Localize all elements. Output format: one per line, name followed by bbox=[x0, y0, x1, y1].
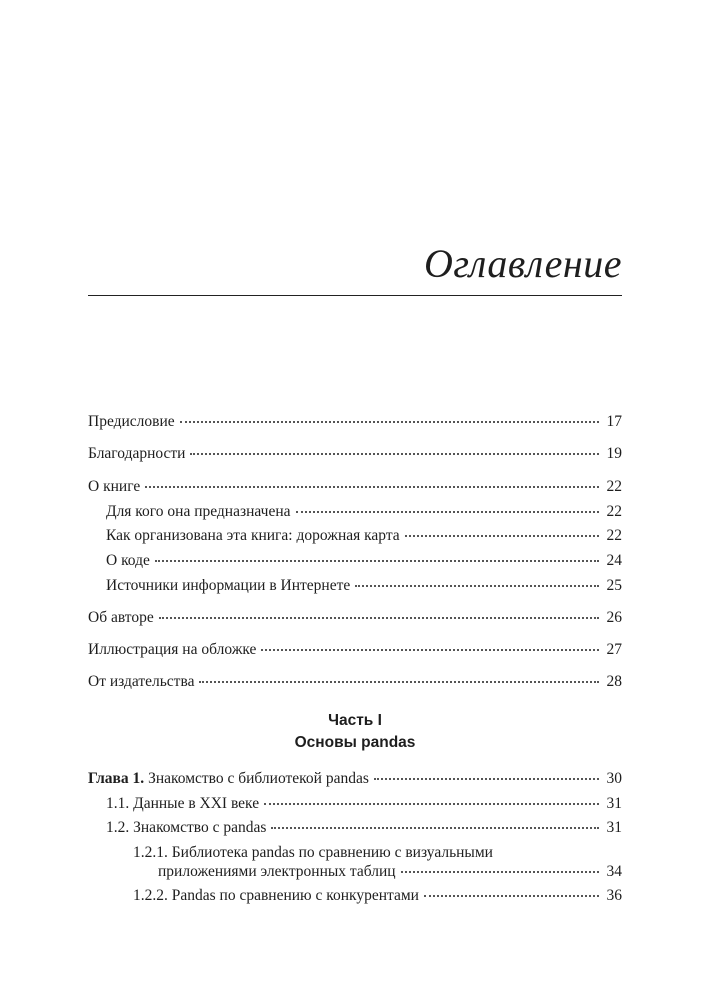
toc-page-number: 24 bbox=[606, 552, 622, 569]
title-rule bbox=[88, 295, 622, 296]
chapter-prefix: Глава 1. bbox=[88, 770, 145, 787]
toc-entry-audience[interactable] bbox=[106, 502, 622, 522]
dot-leader bbox=[199, 681, 599, 683]
toc-page-number: 17 bbox=[606, 413, 622, 430]
toc-entry-cover[interactable] bbox=[88, 640, 622, 660]
toc-entry-chapter-1[interactable] bbox=[88, 769, 622, 789]
dot-leader bbox=[405, 535, 599, 537]
dot-leader bbox=[190, 453, 599, 455]
toc-entry-roadmap[interactable] bbox=[106, 526, 622, 546]
toc-entry-label: О коде bbox=[106, 552, 150, 569]
dot-leader bbox=[424, 895, 599, 897]
toc-entry-label: Благодарности bbox=[88, 445, 186, 462]
toc-page-number: 22 bbox=[606, 503, 622, 520]
toc-entry-label: Источники информации в Интернете bbox=[106, 577, 351, 594]
dot-leader bbox=[264, 803, 599, 805]
toc-page-number: 34 bbox=[606, 863, 622, 880]
toc-page-number: 27 bbox=[606, 641, 622, 658]
part-label: Часть I bbox=[328, 712, 382, 729]
toc-page-number: 36 bbox=[606, 887, 622, 904]
toc-entry-label: 1.2. Знакомство с pandas bbox=[106, 819, 267, 836]
toc-page-number: 31 bbox=[606, 819, 622, 836]
toc-entry-online-resources[interactable] bbox=[106, 576, 622, 596]
dot-leader bbox=[296, 511, 599, 513]
dot-leader bbox=[271, 827, 599, 829]
toc-entry-label: 1.2.2. Pandas по сравнению с конкурентами bbox=[133, 887, 419, 904]
toc-page-number: 31 bbox=[606, 795, 622, 812]
page-title: Оглавление bbox=[423, 241, 622, 286]
toc-entry-label-line1: 1.2.1. Библиотека pandas по сравнению с визуальными bbox=[133, 844, 493, 861]
dot-leader bbox=[159, 617, 599, 619]
dot-leader bbox=[374, 778, 599, 780]
dot-leader bbox=[401, 871, 599, 873]
toc-entry-section-1-1[interactable] bbox=[106, 794, 622, 814]
toc-entry-section-1-2-2[interactable] bbox=[133, 886, 622, 906]
part-title: Основы pandas bbox=[294, 734, 416, 751]
toc-entry-label bbox=[88, 769, 369, 789]
toc-entry-about-book[interactable] bbox=[88, 477, 622, 497]
toc-entry-label: О книге bbox=[88, 478, 141, 495]
toc-entry-label: Для кого она предназначена bbox=[106, 503, 291, 520]
toc-page-number: 26 bbox=[606, 609, 622, 626]
toc-entry-label: Об авторе bbox=[88, 609, 154, 626]
toc-entry-code[interactable] bbox=[106, 551, 622, 571]
toc-entry-label: Как организована эта книга: дорожная карта bbox=[106, 527, 400, 544]
toc-entry-publisher[interactable] bbox=[88, 672, 622, 692]
toc-entry-about-author[interactable] bbox=[88, 608, 622, 628]
toc-entry-label: приложениями электронных таблиц bbox=[158, 863, 396, 880]
dot-leader bbox=[155, 560, 599, 562]
dot-leader bbox=[145, 486, 599, 488]
toc-entry-section-1-2[interactable] bbox=[106, 818, 622, 838]
toc-entry-preface[interactable] bbox=[88, 412, 622, 432]
toc-entry-section-1-2-1[interactable] bbox=[133, 862, 622, 882]
toc-entry-acknowledgements[interactable] bbox=[88, 444, 622, 464]
toc-page-number: 22 bbox=[606, 527, 622, 544]
chapter-title: Знакомство с библиотекой pandas bbox=[144, 770, 369, 787]
toc-entry-label: 1.1. Данные в XXI веке bbox=[106, 795, 260, 812]
toc-page-number: 19 bbox=[606, 445, 622, 462]
toc-page-number: 25 bbox=[606, 577, 622, 594]
toc-entry-label: Предисловие bbox=[88, 413, 175, 430]
dot-leader bbox=[261, 649, 599, 651]
dot-leader bbox=[180, 421, 599, 423]
toc-entry-label: Иллюстрация на обложке bbox=[88, 641, 257, 658]
toc-page-number: 22 bbox=[606, 478, 622, 495]
toc-page-number: 28 bbox=[606, 673, 622, 690]
toc-page-number: 30 bbox=[606, 770, 622, 787]
dot-leader bbox=[355, 585, 599, 587]
toc-entry-label: От издательства bbox=[88, 673, 195, 690]
